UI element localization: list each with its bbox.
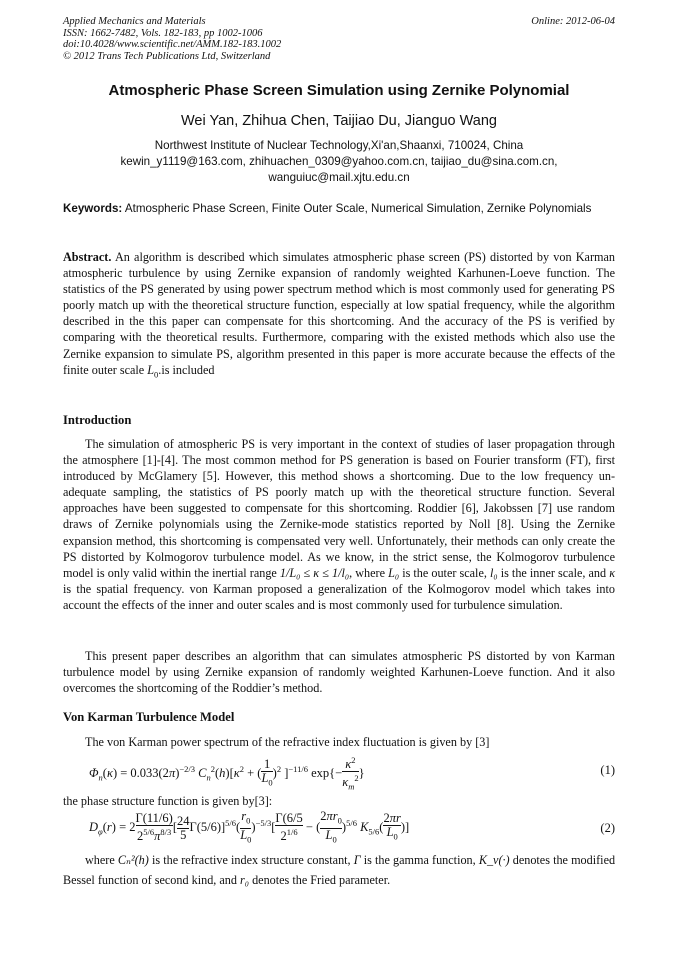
journal-name: Applied Mechanics and Materials <box>63 16 206 27</box>
vk-p3-c: is the gamma function, <box>363 853 476 867</box>
paper-authors: Wei Yan, Zhihua Chen, Taijiao Du, Jianguo Wang <box>181 113 497 129</box>
vk-p3-d: denotes the modified Bessel function of second kind, and <box>63 853 616 887</box>
introduction-paragraph-1 <box>63 436 615 613</box>
introduction-heading: Introduction <box>63 413 132 427</box>
abstract-text: An algorithm is described which simulates atmospheric phase screen (PS) distorted by von Karman atmospheric turbulence by using Zernike expansion of randomly weighted Karhunen-Loeve function. The statistics of the PS generated by using power spectrum method which is most commonly used for generating PS poorly match up with the theoretical structure function, especially at low spatial frequency, while the algorithm described in the this paper can compensate for this shortcoming. And the accuracy of the PS is verified by comparing with the theoretical results. Furthermore, comparing with the existed methods which also use the Zernike expansion to simulate PS, algorithm presented in this paper is more accurate because the effects of the finite outer scale <box>63 250 615 377</box>
equation-1-number: (1) <box>600 763 615 777</box>
gamma-symbol: Γ <box>353 853 361 867</box>
abstract-end: .is included <box>158 362 215 377</box>
intro-p1-mid3: is the inner scale, and <box>500 565 607 580</box>
equation-2-body: $D_\varphi(r) = 2$ $\frac{\Gamma(11/6)}{2^{5/6}\pi^{8/3}}$ [ $\frac{24}{5}$ Γ(5/6)]$^{5/6}$( $\frac{r_0}{L_0}$ )$^{-5/3}$[ $\frac{\Gamma(6/5}{2^{1/6}}$ − ( $\frac{2\pi r_0}{L_0}$ )$^{5/6}$ $K_{5/6}$( $\frac{2\pi r}{L_0}$ )] <box>89 809 410 844</box>
equation-1 <box>63 754 615 794</box>
intro-p1-mid1: , where <box>349 565 385 580</box>
affiliation-block <box>0 138 678 186</box>
vk-p3-e: denotes the Fried parameter. <box>252 873 391 887</box>
inertial-range: 1/L₀ ≤ κ ≤ 1/l₀ <box>279 565 350 580</box>
vk-p3-a: where <box>85 853 115 867</box>
von-karman-paragraph-1: The von Karman power spectrum of the refractive index fluctuation is given by [3] <box>85 735 490 749</box>
vk-p3-b: is the refractive index structure constant, <box>151 853 351 867</box>
introduction-paragraph-2: This present paper describes an algorithm that can simulates atmospheric PS distorted by von Karman turbulence model by using Zernike expansion of randomly weighted Karhunen-Loeve function. And it also overcomes the shortcoming of the Roddier’s method. <box>63 649 615 696</box>
copyright-line: © 2012 Trans Tech Publications Ltd, Switzerland <box>63 50 271 62</box>
abstract-label: Abstract. <box>63 250 112 264</box>
affiliation: Northwest Institute of Nuclear Technology,Xi'an,Shaanxi, 710024, China <box>154 139 524 152</box>
emails-line-1: kewin_y1119@163.com, zhihuachen_0309@yahoo.com.cn, taijiao_du@sina.com.cn, <box>120 155 558 168</box>
von-karman-paragraph-2: the phase structure function is given by[3]: <box>63 794 273 808</box>
abstract <box>63 249 615 382</box>
abstract-l0: L <box>147 362 155 377</box>
fried-symbol: r₀ <box>240 873 250 887</box>
journal-header <box>63 16 615 62</box>
intro-p1-mid2: is the outer scale, <box>402 565 487 580</box>
kappa-symbol: κ <box>609 565 616 580</box>
equation-2-number: (2) <box>600 821 615 835</box>
keywords-label: Keywords: <box>63 202 123 215</box>
emails-line-2: wanguiuc@mail.xjtu.edu.cn <box>268 171 410 184</box>
equation-2 <box>63 810 615 846</box>
intro-p1-end: is the spatial frequency. von Karman proposed a generalization of the Kolmogorov model which takes into account the effects of the inner and outer scales and is most commonly used for turbulence simulation. <box>63 581 615 612</box>
outer-scale-symbol: L₀ <box>388 565 400 580</box>
bessel-symbol: K_v(·) <box>478 853 510 867</box>
von-karman-paragraph-3 <box>63 850 615 890</box>
cn2-symbol: Cₙ²(h) <box>117 853 149 867</box>
online-date: Online: 2012-06-04 <box>531 16 615 27</box>
issn-line: ISSN: 1662-7482, Vols. 182-183, pp 1002-1006 <box>63 27 263 39</box>
doi-line: doi:10.4028/www.scientific.net/AMM.182-183.1002 <box>63 39 282 51</box>
keywords-text: Atmospheric Phase Screen, Finite Outer Scale, Numerical Simulation, Zernike Polynomials <box>124 202 592 215</box>
von-karman-heading: Von Karman Turbulence Model <box>63 710 235 724</box>
paper-title: Atmospheric Phase Screen Simulation using Zernike Polynomial <box>108 82 570 99</box>
equation-1-body: $\Phi_n(\kappa) = 0.033(2\pi)^{-2/3}$ $C_n^2(h)[\kappa^2$ + ( $\frac{1}{L_0}$ )$^2$ ]$^{-11/6}$ exp{− $\frac{\kappa^2}{\kappa_m^2}$ } <box>89 755 365 792</box>
inner-scale-symbol: l₀ <box>490 565 498 580</box>
keywords <box>63 201 615 217</box>
abstract-l0-sub: 0 <box>154 369 159 380</box>
intro-p1-text: The simulation of atmospheric PS is very important in the context of studies of laser propagation through the atmosphere [1]-[4]. The most common method for PS generation is based on Fourier transform (FT), first introduced by McGlamery [5]. However, this method shows a shortcoming. Due to the low frequency un-adequate sampling, the statistics of PS poorly match up with the theoretical structure function. Several approaches have been suggested to compensate for this shortcoming. Roddier [6], Jakobssen [7] use random draws of Zernike polynomials using the Zernike-mode statistics reported by Noll [8]. Using the Zernike expansion method, this shortcoming is compensated very well. Unfortunately, their methods can only create the PS distorted by Kolmogorov turbulence model. As we know, in the strict sense, the Kolmogorov turbulence model is only valid within the inertial range <box>63 437 615 580</box>
